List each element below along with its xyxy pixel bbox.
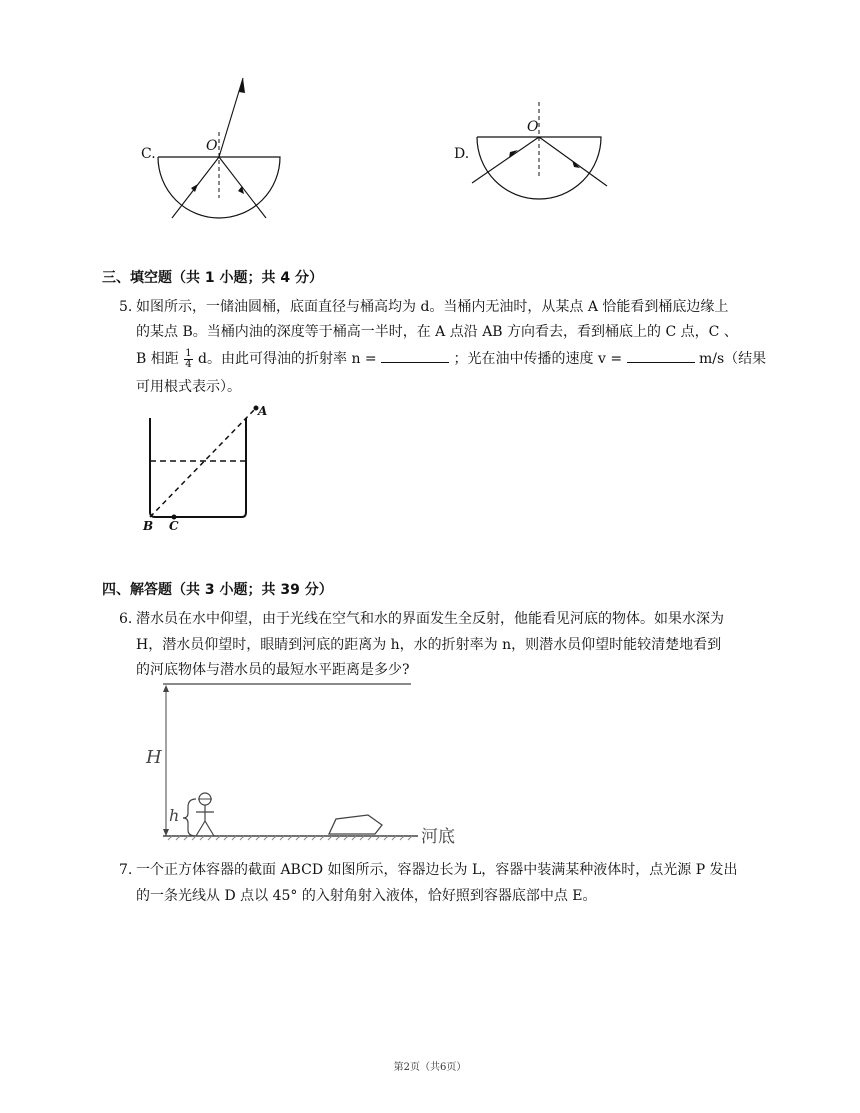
option-c-label: C. [141,146,156,162]
q6-label-h-lower: h [169,806,180,825]
q7-number: 7. [119,862,133,878]
q5-label-c: C [169,519,179,533]
section3-title: 三、填空题（共 1 小题；共 4 分） [102,270,323,286]
q6-number: 6. [119,611,133,627]
q5-line3-d: m/s（结果 [699,351,767,367]
q5-line3-a: B 相距 [136,351,179,367]
option-d-point-o: O [527,119,539,135]
q5-line2: 的某点 B。当桶内油的深度等于桶高一半时，在 A 点沿 AB 方向看去，看到桶底上的 C 点，C 、 [136,324,738,340]
q5-line3-b: d。由此可得油的折射率 n = [198,351,377,367]
q6-line1: 潜水员在水中仰望，由于光线在空气和水的界面发生全反射，他能看见河底的物体。如果水深为 [136,611,724,627]
section4-title: 四、解答题（共 3 小题；共 39 分） [102,582,333,598]
q5-frac-den: 4 [185,358,192,370]
option-d-label: D. [454,146,470,162]
q5-label-a: A [258,404,268,418]
q5-line4: 可用根式表示）。 [136,379,241,395]
q5-line3-c: ；光在油中传播的速度 v = [453,351,623,367]
q6-label-riverbed: 河底 [421,827,455,847]
q5-frac-num: 1 [185,347,192,359]
q7-line1: 一个正方体容器的截面 ABCD 如图所示，容器边长为 L，容器中装满某种液体时，点光源 P 发出 [136,862,738,878]
q6-line3: 的河底物体与潜水员的最短水平距离是多少? [136,662,410,678]
q6-line2: H，潜水员仰望时，眼睛到河底的距离为 h，水的折射率为 n，则潜水员仰望时能较清楚地看到 [136,637,722,653]
page-footer: 第2页（共6页） [393,1062,467,1073]
q5-label-b: B [143,519,154,533]
q5-number: 5. [119,299,133,315]
q6-label-h-upper: H [146,747,162,768]
option-c-point-o: O [206,138,218,154]
q7-line2: 的一条光线从 D 点以 45° 的入射角射入液体，恰好照到容器底部中点 E。 [136,888,597,904]
q5-line1: 如图所示，一储油圆桶，底面直径与桶高均为 d。当桶内无油时，从某点 A 恰能看到桶底边缘上 [136,299,729,315]
